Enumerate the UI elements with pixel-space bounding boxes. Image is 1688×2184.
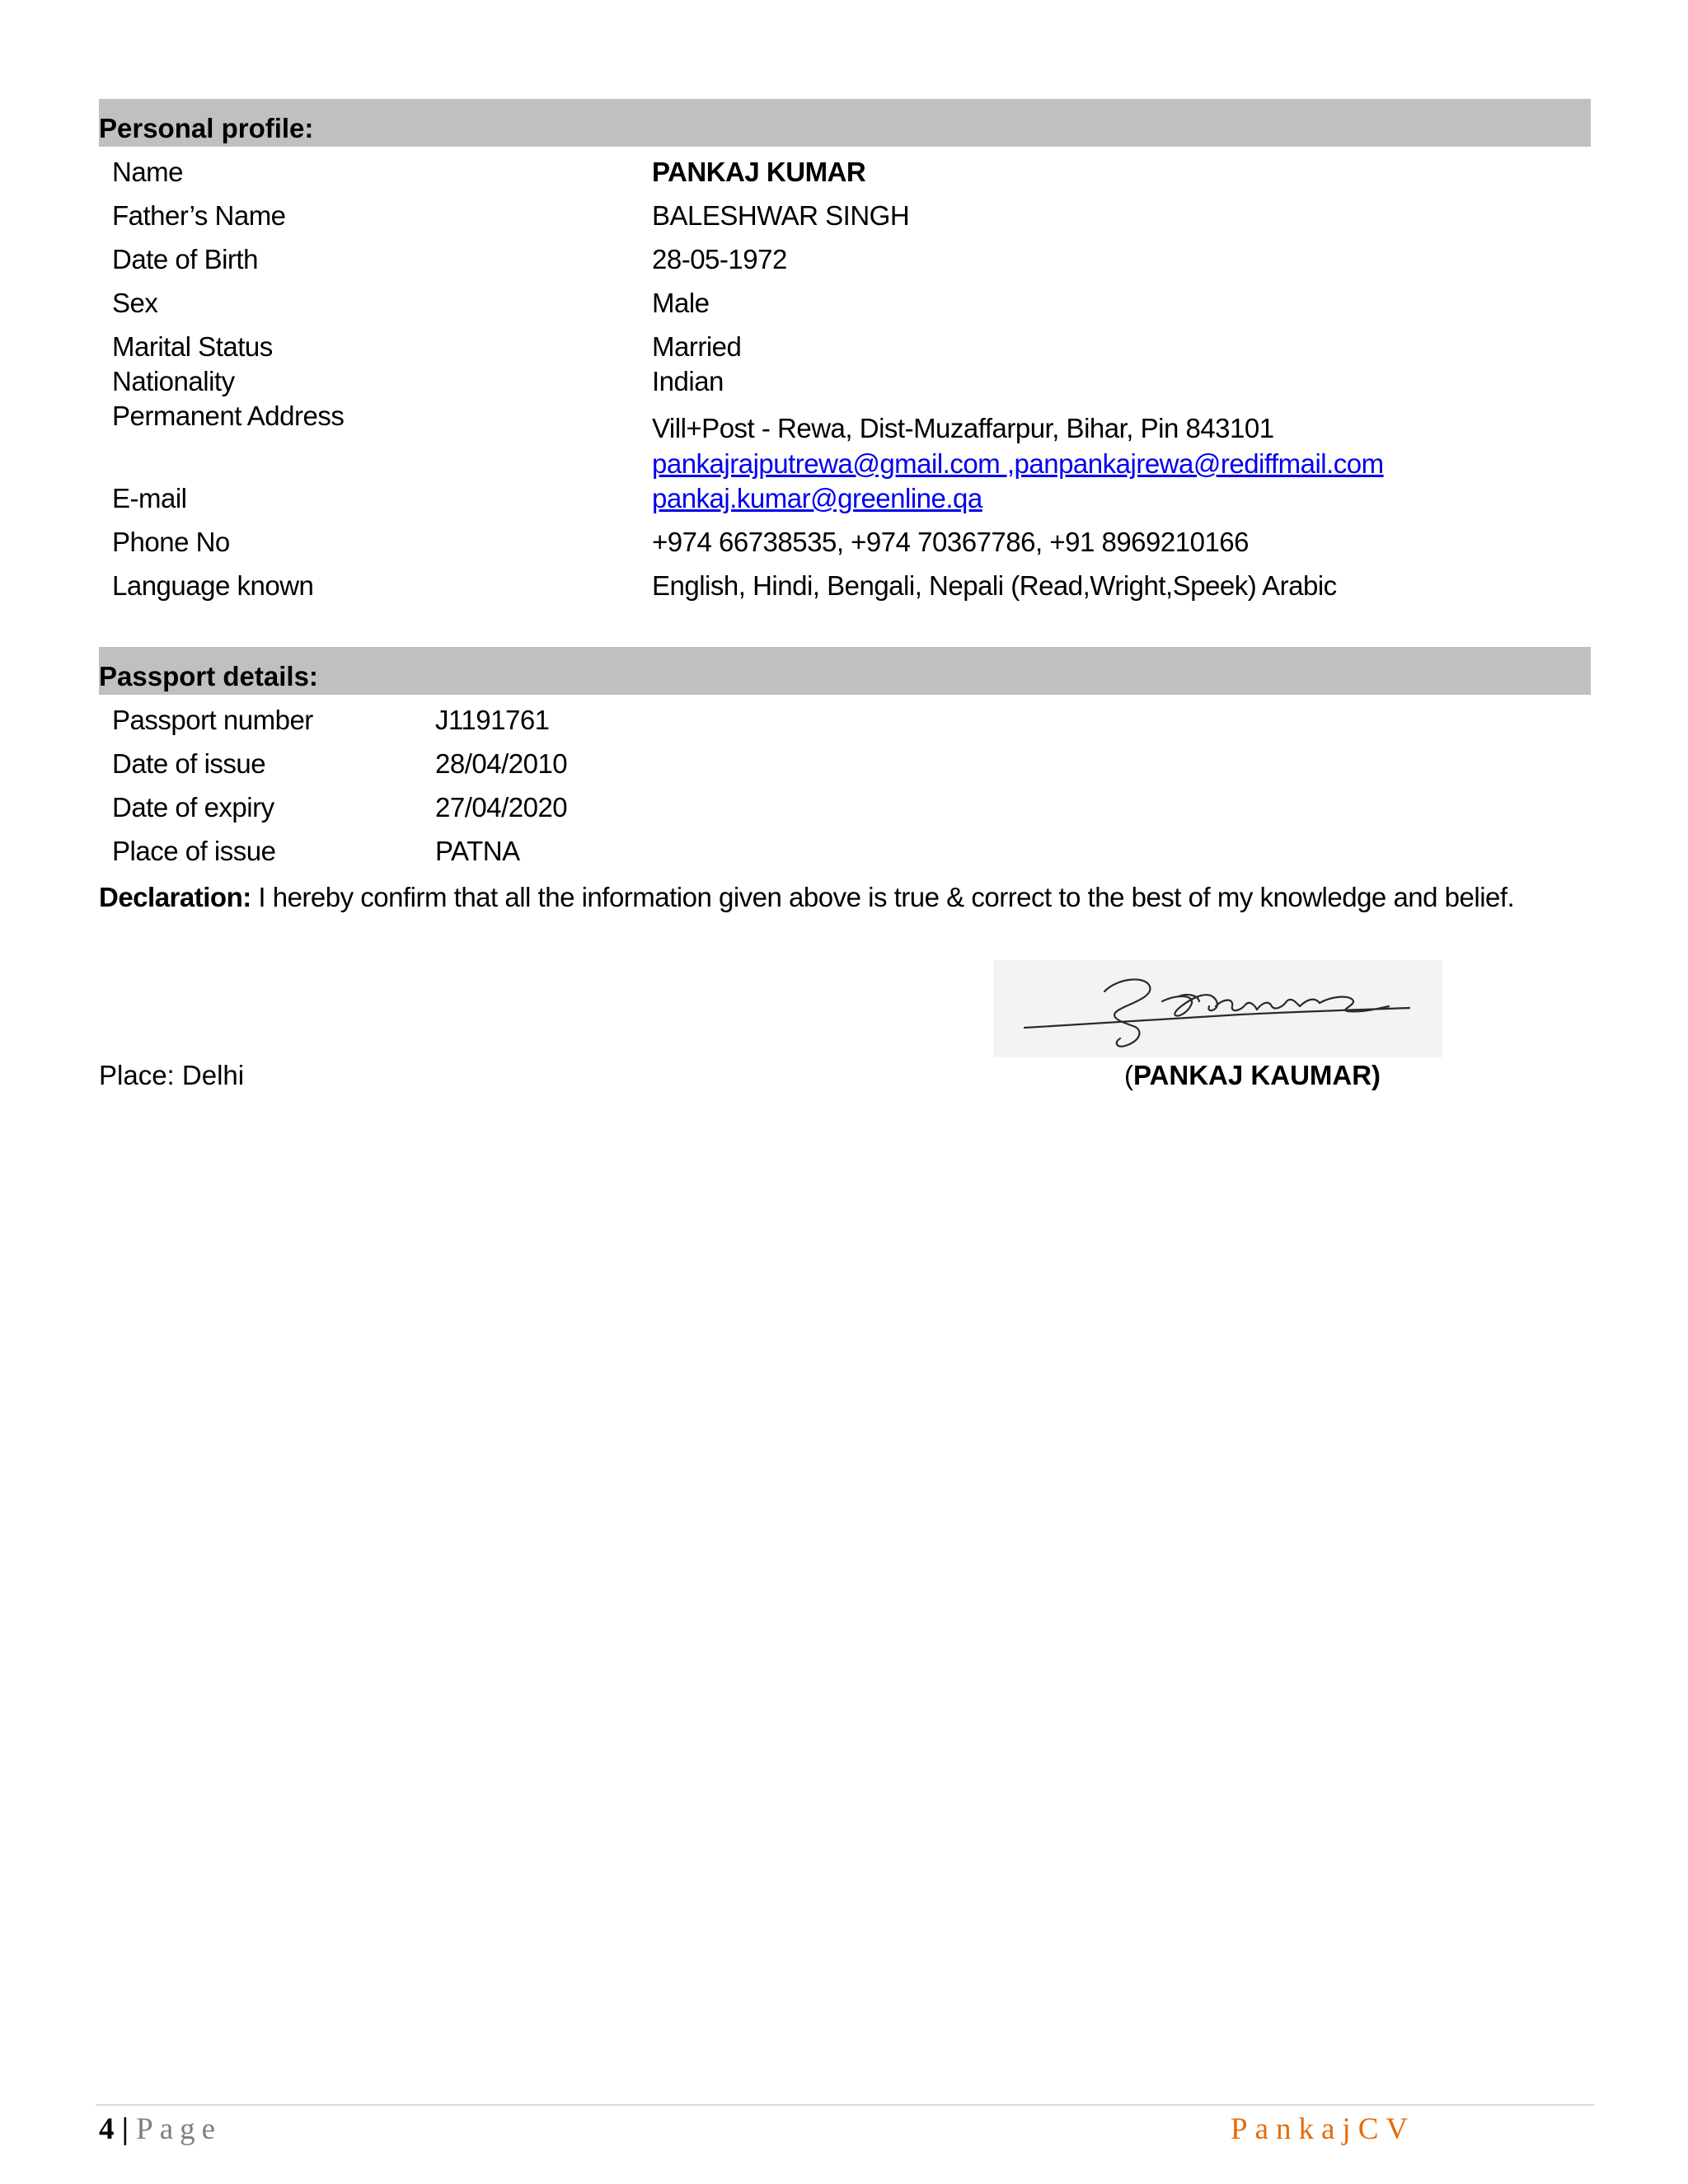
phone-value: +974 66738535, +974 70367786, +91 8969210166: [652, 527, 1249, 557]
name-label: Name: [112, 157, 184, 187]
signatory-open-paren: (: [1124, 1060, 1133, 1090]
permanent-address-value: Vill+Post - Rewa, Dist-Muzaffarpur, Bihar, Pin 843101: [652, 413, 1274, 443]
passport-details-heading: Passport details:: [99, 661, 318, 691]
date-of-issue-value: 28/04/2010: [435, 748, 568, 779]
place-of-issue-value: PATNA: [435, 836, 520, 866]
dob-label: Date of Birth: [112, 244, 258, 274]
permanent-address-label: Permanent Address: [112, 401, 345, 431]
signatory-name: [1124, 1059, 1381, 1092]
footer-divider: [96, 2104, 1594, 2106]
passport-number-label: Passport number: [112, 705, 313, 735]
fathers-name-label: Father’s Name: [112, 200, 286, 231]
passport-details-header-bar: [99, 647, 1591, 695]
sex-label: Sex: [112, 288, 158, 318]
email-link-primary[interactable]: pankajrajputrewa@gmail.com ,panpankajrewa@rediffmail.com: [652, 448, 1384, 479]
passport-number-value: J1191761: [435, 705, 550, 735]
language-label: Language known: [112, 570, 314, 601]
nationality-value: Indian: [652, 366, 724, 396]
phone-label: Phone No: [112, 527, 230, 557]
sex-value: Male: [652, 288, 710, 318]
email-link-work[interactable]: pankaj.kumar@greenline.qa: [652, 483, 982, 513]
personal-profile-heading: Personal profile:: [99, 113, 314, 143]
signatory-name-text: PANKAJ KAUMAR): [1133, 1060, 1381, 1090]
fathers-name-value: BALESHWAR SINGH: [652, 200, 910, 231]
footer-page-number: [99, 2111, 222, 2148]
personal-profile-header-bar: [99, 99, 1591, 147]
declaration-label: Declaration:: [99, 882, 251, 912]
date-of-expiry-value: 27/04/2020: [435, 792, 568, 823]
page-number: 4: [99, 2112, 115, 2146]
handwritten-signature: [993, 960, 1442, 1057]
date-of-issue-label: Date of issue: [112, 748, 266, 779]
place: Place: Delhi: [99, 1060, 245, 1090]
declaration: [99, 881, 1514, 914]
page-word: Page: [136, 2112, 223, 2146]
email-label: E-mail: [112, 483, 187, 513]
declaration-text: I hereby confirm that all the information given above is true & correct to the best of my knowledge and belief.: [251, 882, 1515, 912]
date-of-expiry-label: Date of expiry: [112, 792, 274, 823]
page-separator: |: [114, 2112, 137, 2146]
marital-status-value: Married: [652, 331, 742, 362]
footer-document-name: PankajCV: [1231, 2112, 1416, 2146]
language-value: English, Hindi, Bengali, Nepali (Read,Wright,Speek) Arabic: [652, 570, 1337, 601]
place-of-issue-label: Place of issue: [112, 836, 276, 866]
name-value: PANKAJ KUMAR: [652, 157, 866, 187]
dob-value: 28-05-1972: [652, 244, 787, 274]
nationality-label: Nationality: [112, 366, 235, 396]
marital-status-label: Marital Status: [112, 331, 273, 362]
signature-image: [993, 960, 1442, 1057]
